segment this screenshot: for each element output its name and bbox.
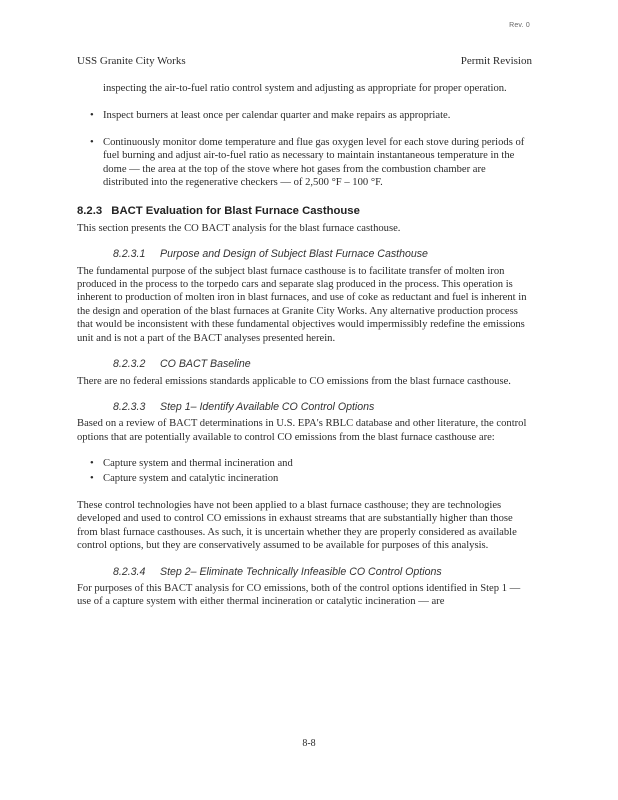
section-heading: [77, 205, 533, 218]
paragraph: The fundamental purpose of the subject blast furnace casthouse is to facilitate transfer of molten iron produced in the process to the torpedo cars and separate slag produced in the process. This operation is inherent to production of molten iron in blast furnaces, and use of coke as reductant and fuel is inherent in the design and operation of the blast furnaces at Granite City Works. Any alternative production process that would be inconsistent with these fundamental objectives would impermissibly redefine the emissions unit and is not a part of the BACT analyses presented herein.: [77, 265, 527, 344]
subsection-number: 8.2.3.4: [113, 565, 146, 578]
subsection-heading: [77, 248, 533, 261]
list-item: • Continuously monitor dome temperature and flue gas oxygen level for each stove during periods of fuel burning and adjust air-to-fuel ratio as necessary to maintain instantaneous temperature in the dome — the area at the top of the stove where hot gases from the combustion chamber are distributed into the regenerative checkers — of 2,500 °F – 100 °F.: [77, 136, 533, 190]
header-title: Permit Revision: [460, 55, 532, 67]
section-intro: This section presents the CO BACT analysis for the blast furnace casthouse.: [77, 222, 401, 234]
subsection-heading: [77, 566, 533, 579]
page-number: 8-8: [302, 738, 316, 749]
bullet-list-top: [77, 109, 533, 189]
subsection-number: 8.2.3.2: [113, 358, 146, 371]
document-body: [77, 82, 533, 622]
subsection-title: Step 1– Identify Available CO Control Options: [160, 400, 375, 413]
subsection-number: 8.2.3.3: [113, 400, 146, 413]
revision-stamp: Rev. 0: [509, 22, 530, 29]
list-item: • Capture system and catalytic incineration: [77, 472, 533, 485]
paragraph: Based on a review of BACT determinations in U.S. EPA's RBLC database and other literature, the control options that are potentially available to control CO emissions from the blast furnace casthouse are:: [77, 418, 527, 443]
subsection-heading: [77, 401, 533, 414]
section-title: BACT Evaluation for Blast Furnace Casthouse: [111, 205, 360, 218]
list-item: • Capture system and thermal incineration and: [77, 457, 533, 470]
subsection-number: 8.2.3.1: [113, 248, 146, 261]
continuation-text: inspecting the air-to-fuel ratio control system and adjusting as appropriate for proper operation.: [103, 83, 507, 94]
header-company: USS Granite City Works: [77, 55, 186, 67]
subsection-title: Purpose and Design of Subject Blast Furnace Casthouse: [160, 248, 428, 261]
list-item: • Inspect burners at least once per calendar quarter and make repairs as appropriate.: [77, 109, 533, 122]
paragraph: There are no federal emissions standards applicable to CO emissions from the blast furnace casthouse.: [77, 375, 511, 387]
subsection-title: CO BACT Baseline: [160, 358, 251, 371]
paragraph: For purposes of this BACT analysis for CO emissions, both of the control options identified in Step 1 — use of a capture system with either thermal incineration or catalytic incineration — are: [77, 582, 521, 608]
subsection-title: Step 2– Eliminate Technically Infeasible CO Control Options: [160, 565, 442, 578]
subsection-heading: [77, 358, 533, 371]
bullet-list-controls: [77, 457, 533, 485]
section-number: 8.2.3: [77, 205, 103, 218]
paragraph: These control technologies have not been applied to a blast furnace casthouse; they are technologies developed and used to control CO emissions in exhaust streams that are substantially higher than those from blast furnace casthouses. As such, it is uncertain whether they are properly considered as available control options, but they are conservatively assumed to be available for purposes of this analysis.: [77, 499, 517, 552]
